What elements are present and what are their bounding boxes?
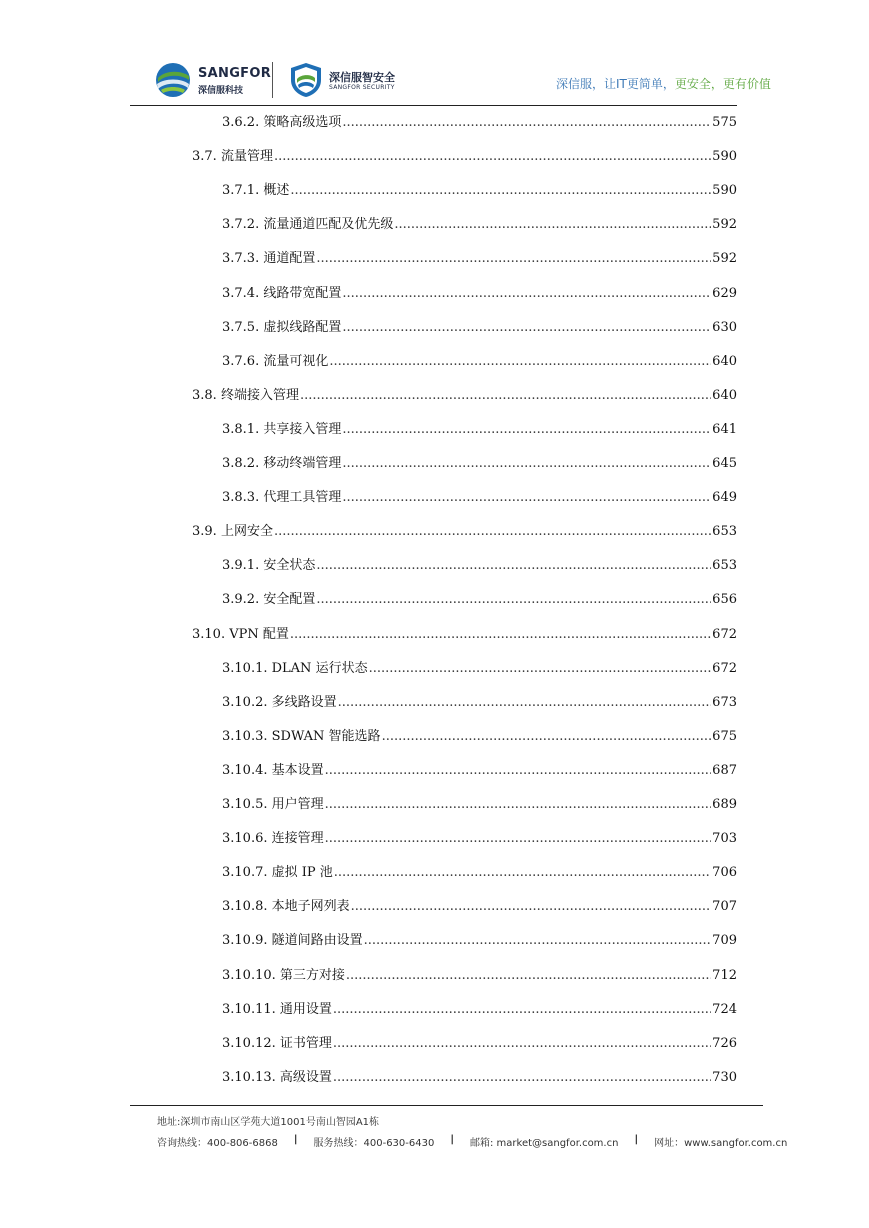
toc-page-number: 629 xyxy=(712,285,737,301)
toc-leader xyxy=(382,727,712,747)
toc-page-number: 672 xyxy=(712,660,737,676)
toc-leader xyxy=(334,863,711,883)
toc-leader xyxy=(329,352,711,372)
security-brand-cn: 深信服智安全 xyxy=(329,71,395,84)
toc-title: 3.9.1. 安全状态 xyxy=(222,558,316,574)
toc-entry[interactable] xyxy=(222,727,737,747)
toc-entry[interactable] xyxy=(222,931,737,951)
toc-entry[interactable] xyxy=(192,625,737,645)
toc-page-number: 653 xyxy=(712,524,737,540)
toc-title: 3.10.2. 多线路设置 xyxy=(222,694,337,710)
toc-entry[interactable] xyxy=(222,761,737,781)
toc-leader xyxy=(342,113,711,133)
toc-entry[interactable] xyxy=(222,113,737,133)
toc-page-number: 730 xyxy=(712,1069,737,1085)
toc-entry[interactable] xyxy=(222,249,737,269)
toc-entry[interactable] xyxy=(222,659,737,679)
toc-title: 3.8. 终端接入管理 xyxy=(192,387,299,403)
toc-title: 3.10.1. DLAN 运行状态 xyxy=(222,660,368,676)
toc-entry[interactable] xyxy=(222,318,737,338)
toc-entry[interactable] xyxy=(222,556,737,576)
toc-title: 3.10.5. 用户管理 xyxy=(222,797,324,812)
footer-rule xyxy=(130,1105,763,1106)
toc-page-number: 703 xyxy=(712,831,737,847)
toc-leader xyxy=(274,522,711,542)
toc-page-number: 590 xyxy=(712,183,737,199)
toc-leader xyxy=(290,625,711,645)
toc-page-number: 592 xyxy=(712,217,737,233)
toc-title: 3.6.2. 策略高级选项 xyxy=(222,115,342,130)
toc-leader xyxy=(342,284,711,304)
toc-leader xyxy=(316,590,711,610)
toc-entry[interactable] xyxy=(222,1034,737,1054)
toc-leader xyxy=(394,215,711,235)
toc-entry[interactable] xyxy=(222,454,737,474)
toc-page-number: 673 xyxy=(712,694,737,710)
toc-page-number: 641 xyxy=(712,421,737,437)
footer-contacts xyxy=(157,1134,787,1149)
toc-leader xyxy=(300,386,711,406)
brand-cn: 深信服科技 xyxy=(198,86,244,96)
toc-page-number: 640 xyxy=(712,387,737,403)
toc-leader xyxy=(333,1068,711,1088)
logo-divider xyxy=(272,62,273,98)
toc-page-number: 640 xyxy=(712,353,737,369)
toc-entry[interactable] xyxy=(222,966,737,986)
toc-page-number: 656 xyxy=(712,592,737,608)
toc-entry[interactable] xyxy=(222,488,737,508)
toc-entry[interactable] xyxy=(192,147,737,167)
toc-entry[interactable] xyxy=(222,693,737,713)
toc-page-number: 672 xyxy=(712,626,737,642)
toc-title: 3.10.13. 高级设置 xyxy=(222,1069,332,1085)
toc-page-number: 726 xyxy=(712,1035,737,1051)
toc-page-number: 575 xyxy=(712,115,737,130)
toc-title: 3.10.7. 虚拟 IP 池 xyxy=(222,865,333,881)
toc-leader xyxy=(351,897,712,917)
toc-title: 3.10.9. 隧道间路由设置 xyxy=(222,933,363,949)
footer-address: 地址:深圳市南山区学苑大道1001号南山智园A1栋 xyxy=(157,1117,380,1128)
toc-title: 3.7.5. 虚拟线路配置 xyxy=(222,319,342,335)
toc-leader xyxy=(342,420,711,440)
toc-entry[interactable] xyxy=(222,284,737,304)
toc-title: 3.8.1. 共享接入管理 xyxy=(222,421,342,437)
toc-entry[interactable] xyxy=(222,181,737,201)
toc-title: 3.7.6. 流量可视化 xyxy=(222,353,329,369)
toc-page-number: 649 xyxy=(712,490,737,506)
toc-title: 3.7.3. 通道配置 xyxy=(222,251,316,267)
toc-entry[interactable] xyxy=(222,795,737,815)
toc-entry[interactable] xyxy=(222,1000,737,1020)
toc-leader xyxy=(338,693,712,713)
slogan-part2: 更安全，更有价值 xyxy=(674,77,771,91)
toc-entry[interactable] xyxy=(192,386,737,406)
toc-page-number: 709 xyxy=(712,933,737,949)
toc-title: 3.9.2. 安全配置 xyxy=(222,592,316,608)
header-rule xyxy=(130,105,737,106)
toc-page-number: 724 xyxy=(712,1001,737,1017)
toc-entry[interactable] xyxy=(222,829,737,849)
brand-name: SANGFOR xyxy=(198,66,272,81)
consult-hotline: 咨询热线：400-806-6868 xyxy=(157,1138,278,1149)
toc-title: 3.8.2. 移动终端管理 xyxy=(222,456,342,471)
website-link[interactable]: 网址：www.sangfor.com.cn xyxy=(654,1138,788,1149)
toc-title: 3.10.8. 本地子网列表 xyxy=(222,899,350,915)
header-slogan xyxy=(556,75,771,92)
toc-entry[interactable] xyxy=(222,420,737,440)
toc-entry[interactable] xyxy=(222,1068,737,1088)
toc-page-number: 653 xyxy=(712,558,737,574)
toc-page-number: 687 xyxy=(712,762,737,778)
toc-title: 3.8.3. 代理工具管理 xyxy=(222,490,342,506)
toc-leader xyxy=(346,966,711,986)
toc-page-number: 645 xyxy=(712,456,737,471)
email-link[interactable]: 邮箱: market@sangfor.com.cn xyxy=(470,1138,619,1149)
toc-page-number: 590 xyxy=(712,149,737,165)
toc-leader xyxy=(333,1000,711,1020)
toc-entry[interactable] xyxy=(222,215,737,235)
toc-title: 3.7. 流量管理 xyxy=(192,149,273,165)
toc-page-number: 630 xyxy=(712,319,737,335)
security-brand-en: SANGFOR SECURITY xyxy=(329,84,395,91)
toc-title: 3.9. 上网安全 xyxy=(192,524,273,540)
toc-page-number: 592 xyxy=(712,251,737,267)
toc-entry[interactable] xyxy=(222,352,737,372)
toc-leader xyxy=(333,1034,711,1054)
service-hotline: 服务热线：400-630-6430 xyxy=(313,1138,435,1149)
slogan-part1: 深信服，让IT更简单， xyxy=(556,77,675,91)
toc-title: 3.7.4. 线路带宽配置 xyxy=(222,285,342,301)
toc-leader xyxy=(369,659,712,679)
toc-leader xyxy=(316,249,711,269)
toc-leader xyxy=(364,931,712,951)
toc-title: 3.10.11. 通用设置 xyxy=(222,1001,332,1017)
toc-leader xyxy=(325,829,712,849)
toc-page-number: 689 xyxy=(712,797,737,812)
toc-title: 3.7.2. 流量通道匹配及优先级 xyxy=(222,217,394,233)
toc-title: 3.10.3. SDWAN 智能选路 xyxy=(222,728,381,744)
toc-page-number: 675 xyxy=(712,728,737,744)
toc-leader xyxy=(342,454,711,474)
toc-leader xyxy=(274,147,711,167)
toc-leader xyxy=(316,556,711,576)
toc-entry[interactable] xyxy=(222,590,737,610)
toc-page-number: 706 xyxy=(712,865,737,881)
toc-entry[interactable] xyxy=(222,863,737,883)
separator: | xyxy=(450,1134,454,1145)
page-header xyxy=(0,0,869,108)
toc-title: 3.7.1. 概述 xyxy=(222,183,290,199)
separator: | xyxy=(634,1134,639,1145)
toc-leader xyxy=(342,318,711,338)
toc-leader xyxy=(290,181,711,201)
sangfor-logo-icon xyxy=(155,62,191,98)
toc-title: 3.10. VPN 配置 xyxy=(192,626,289,642)
separator: | xyxy=(293,1134,298,1145)
shield-logo-icon xyxy=(289,62,323,98)
toc-page-number: 707 xyxy=(712,899,737,915)
toc-entry[interactable] xyxy=(192,522,737,542)
toc-leader xyxy=(342,488,711,508)
toc-title: 3.10.4. 基本设置 xyxy=(222,762,324,778)
toc-title: 3.10.12. 证书管理 xyxy=(222,1035,332,1051)
toc-leader xyxy=(325,761,712,781)
toc-title: 3.10.6. 连接管理 xyxy=(222,831,324,847)
toc-page-number: 712 xyxy=(712,967,737,983)
toc-leader xyxy=(325,795,712,815)
toc-title: 3.10.10. 第三方对接 xyxy=(222,967,345,983)
toc-entry[interactable] xyxy=(222,897,737,917)
